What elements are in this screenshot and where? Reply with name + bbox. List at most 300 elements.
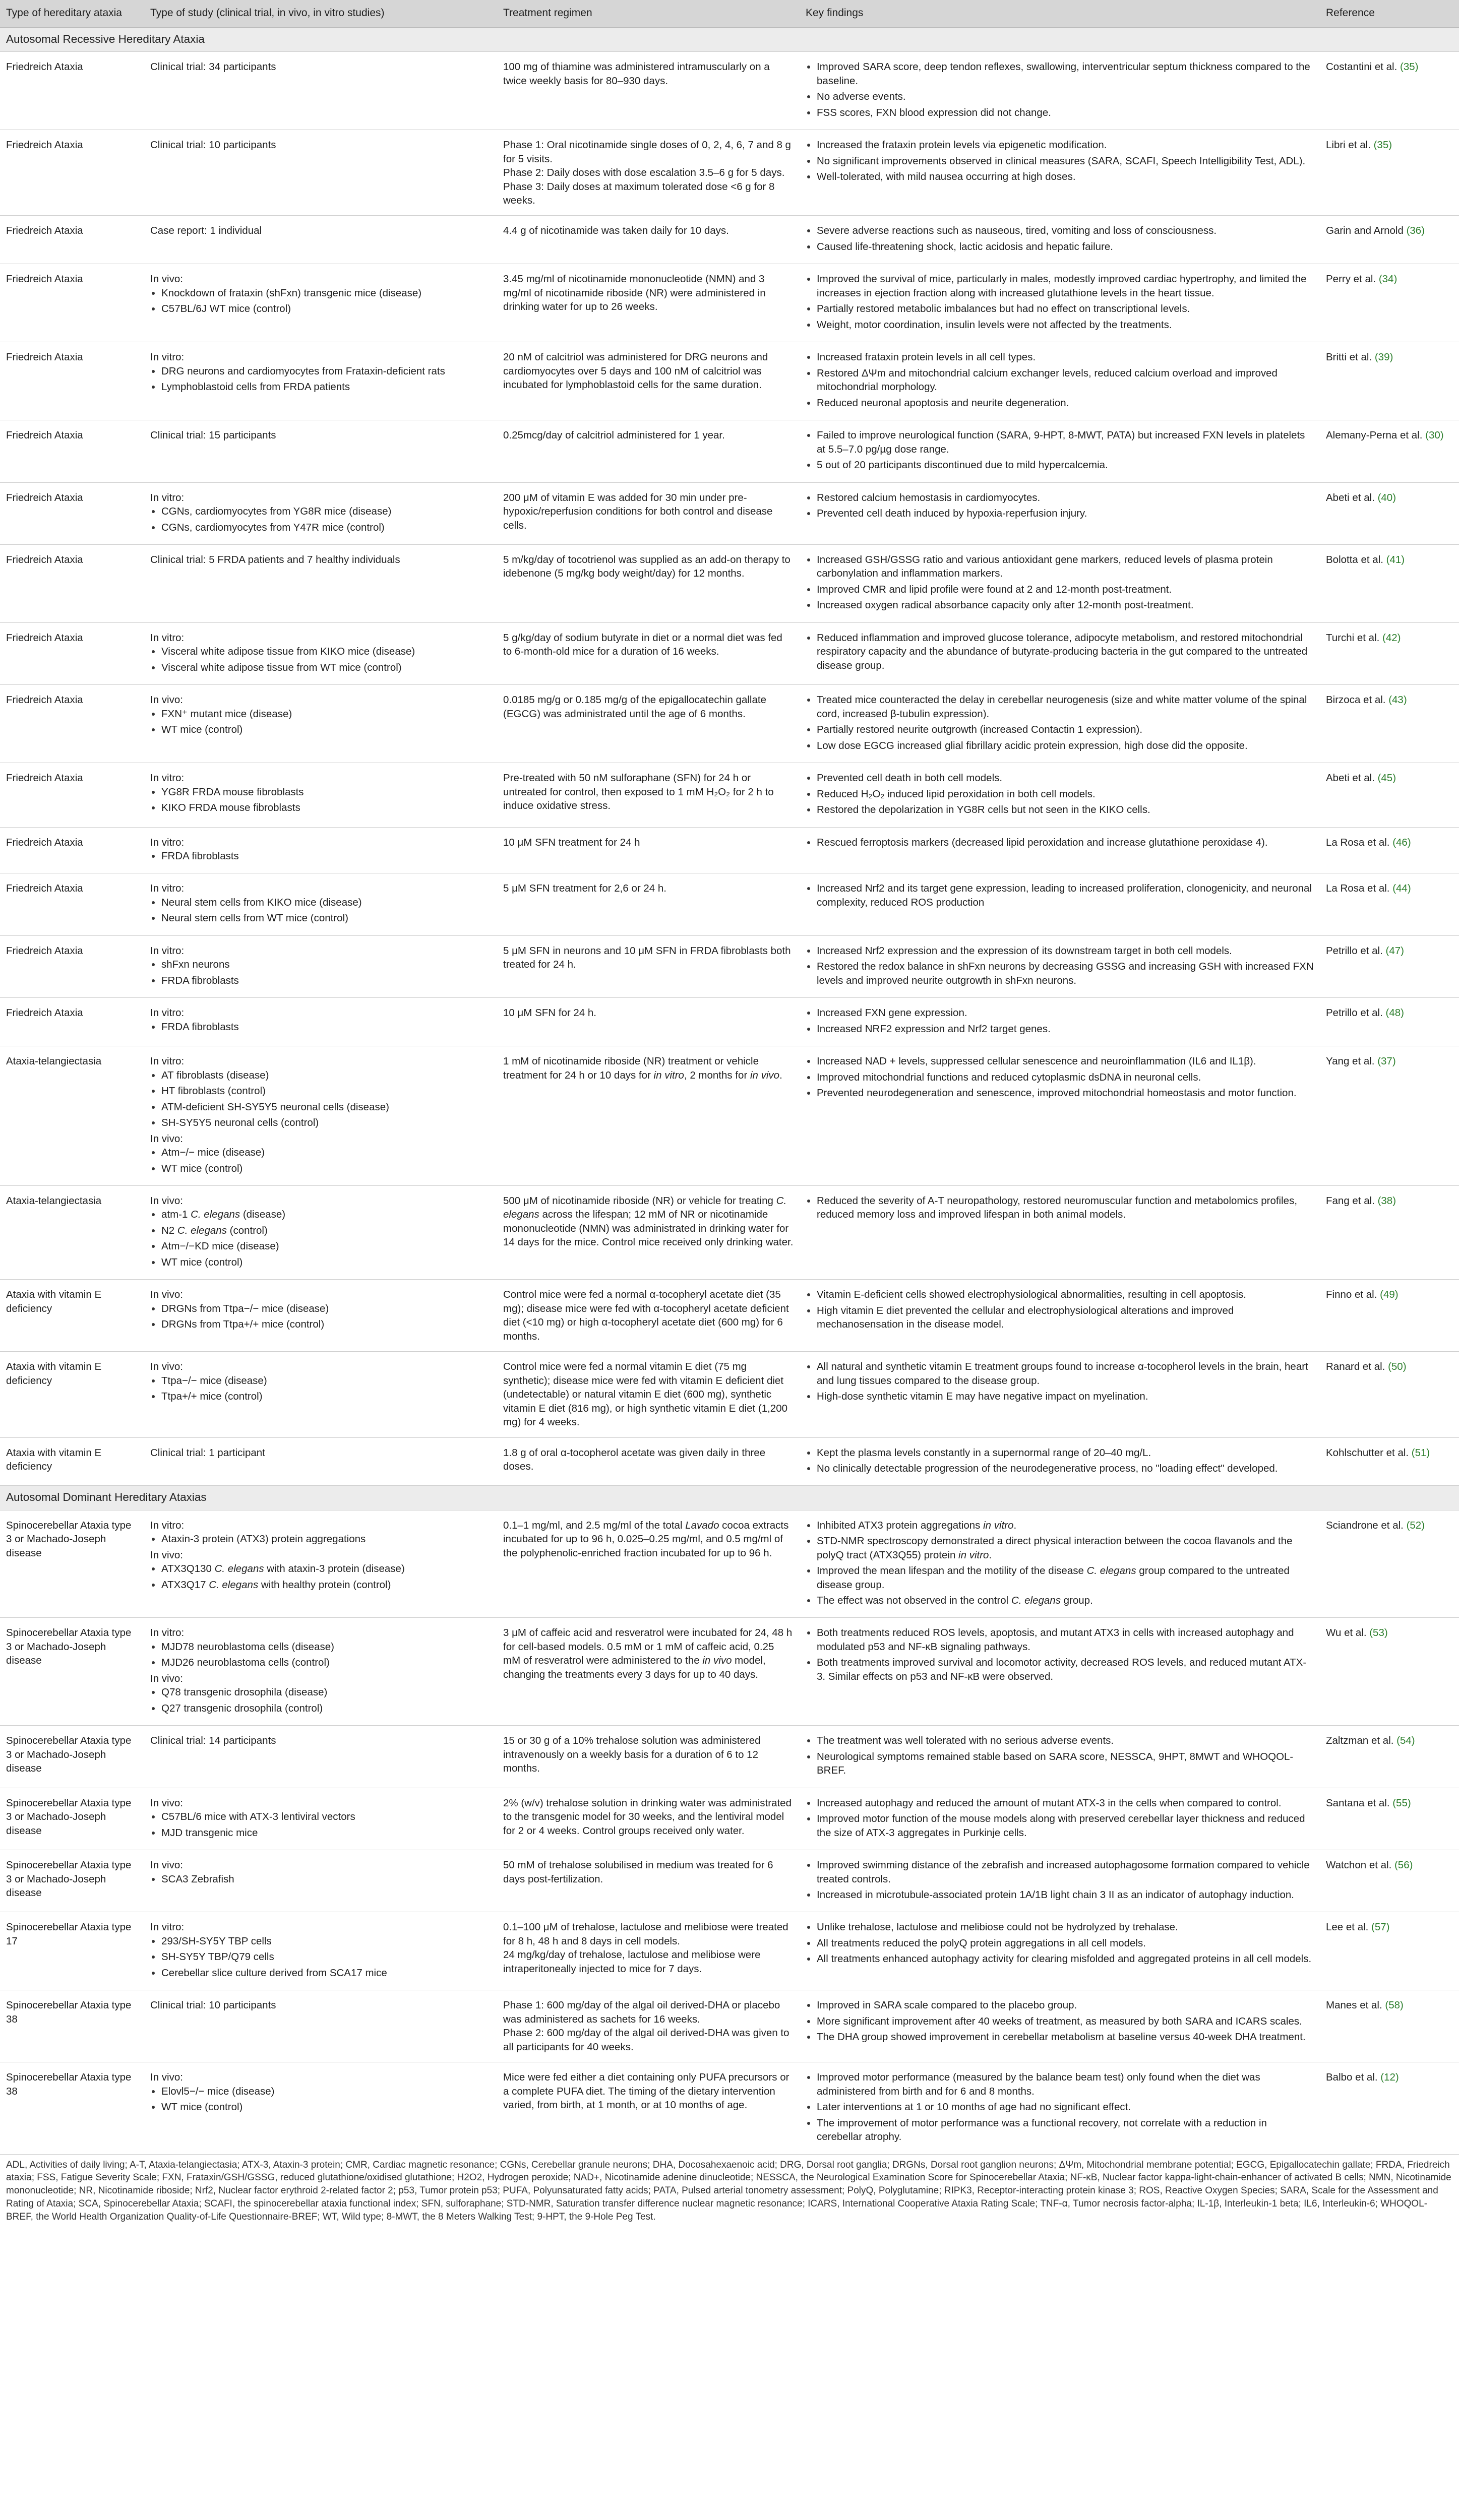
list-item: • Atm−/− mice (disease)	[161, 1146, 491, 1159]
study-intro: In vivo:	[150, 1672, 183, 1684]
findings-list	[806, 1519, 1314, 1608]
table-row	[0, 1850, 1459, 1912]
key-findings-cell	[800, 622, 1320, 684]
key-findings-cell	[800, 763, 1320, 827]
regimen-line: Phase 1: Oral nicotinamide single doses of 0, 2, 4, 6, 7 and 8 g for 5 visits.	[503, 139, 791, 165]
list-item: • Severe adverse reactions such as nauseous, tired, vomiting and loss of consciousness.	[817, 224, 1314, 237]
reference-link[interactable]: (42)	[1382, 632, 1401, 644]
list-item: • C57BL/6J WT mice (control)	[161, 302, 491, 316]
list-item: • Partially restored metabolic imbalances but had no effect on transcriptional levels.	[817, 302, 1314, 316]
study-type-cell	[144, 544, 497, 622]
list-item: • The treatment was well tolerated with no serious adverse events.	[817, 1734, 1314, 1747]
list-item: • CGNs, cardiomyocytes from Y47R mice (control)	[161, 521, 491, 534]
treatment-regimen-cell	[497, 482, 800, 544]
table-row	[0, 1788, 1459, 1850]
reference-authors: Sciandrone et al.	[1326, 1519, 1404, 1531]
treatment-regimen-cell	[497, 216, 800, 264]
list-item: • Both treatments improved survival and locomotor activity, decreased ROS levels, and reduced mutant ATX-3. Similar effects on p53 and NF-κB were observed.	[817, 1656, 1314, 1683]
treatment-regimen-cell	[497, 264, 800, 342]
findings-list	[806, 1998, 1314, 2044]
list-item: • WT mice (control)	[161, 1162, 491, 1175]
reference-cell	[1320, 52, 1459, 130]
findings-list	[806, 138, 1314, 183]
study-list	[150, 1532, 491, 1546]
study-list	[150, 958, 491, 987]
ataxia-type-cell: Friedreich Ataxia	[0, 420, 144, 482]
ataxia-type-cell: Friedreich Ataxia	[0, 935, 144, 997]
key-findings-cell	[800, 998, 1320, 1046]
list-item: • DRG neurons and cardiomyocytes from Frataxin-deficient rats	[161, 364, 491, 378]
reference-authors: Costantini et al.	[1326, 61, 1397, 73]
treatment-regimen-cell	[497, 544, 800, 622]
study-intro: In vitro:	[150, 351, 185, 363]
list-item: • All treatments reduced the polyQ protein aggregations in all cell models.	[817, 1936, 1314, 1950]
table-body	[0, 28, 1459, 2154]
findings-list	[806, 1626, 1314, 1683]
reference-link[interactable]: (48)	[1385, 1007, 1404, 1019]
treatment-regimen-cell	[497, 622, 800, 684]
reference-link[interactable]: (50)	[1388, 1361, 1407, 1373]
study-type-cell	[144, 2062, 497, 2154]
list-item: • FRDA fibroblasts	[161, 974, 491, 987]
study-list	[150, 2085, 491, 2114]
findings-list	[806, 1006, 1314, 1036]
study-type-cell	[144, 216, 497, 264]
reference-authors: Watchon et al.	[1326, 1859, 1392, 1871]
list-item: • Q78 transgenic drosophila (disease)	[161, 1685, 491, 1699]
findings-list	[806, 1360, 1314, 1403]
header-ataxia-type: Type of hereditary ataxia	[0, 0, 144, 28]
reference-link[interactable]: (30)	[1425, 429, 1444, 442]
findings-list	[806, 1920, 1314, 1966]
list-item: • Ataxin-3 protein (ATX3) protein aggregations	[161, 1532, 491, 1546]
treatment-regimen-cell	[497, 935, 800, 997]
list-item: • Prevented neurodegeneration and senescence, improved mitochondrial homeostasis and motor function.	[817, 1086, 1314, 1100]
list-item: • Increased NAD + levels, suppressed cellular senescence and neuroinflammation (IL6 and IL1β).	[817, 1054, 1314, 1068]
study-list	[150, 286, 491, 316]
study-type-cell	[144, 482, 497, 544]
key-findings-cell	[800, 1912, 1320, 1990]
list-item: • More significant improvement after 40 weeks of treatment, as measured by both SARA and ICARS scales.	[817, 2014, 1314, 2028]
list-item: • Increased GSH/GSSG ratio and various antioxidant gene markers, reduced levels of plasma protein carbonylation and inflammation markers.	[817, 553, 1314, 581]
key-findings-cell	[800, 482, 1320, 544]
study-intro: In vivo:	[150, 694, 183, 706]
study-intro: Clinical trial: 1 participant	[150, 1446, 265, 1459]
study-list	[150, 1562, 491, 1592]
reference-authors: Birzoca et al.	[1326, 694, 1386, 706]
regimen-line: 5 m/kg/day of tocotrienol was supplied as an add-on therapy to idebenone (5 mg/kg body weight/day) for 12 months.	[503, 553, 791, 580]
list-item: • FSS scores, FXN blood expression did not change.	[817, 106, 1314, 119]
regimen-line: 3 μM of caffeic acid and resveratrol were incubated for 24, 48 h for cell-based models. 0.5 mM or 1 mM of caffeic acid, 0.25 mM of resveratrol were administered to the in vivo model, changing the treatments every 3 days for up to 40 days.	[503, 1627, 793, 1680]
treatment-regimen-cell	[497, 1912, 800, 1990]
table-row	[0, 1510, 1459, 1618]
table-row	[0, 1990, 1459, 2062]
study-intro: In vitro:	[150, 1627, 185, 1639]
treatment-regimen-cell	[497, 1510, 800, 1618]
list-item: • ATM-deficient SH-SY5Y5 neuronal cells (disease)	[161, 1100, 491, 1114]
reference-authors: Wu et al.	[1326, 1627, 1367, 1639]
regimen-line: 200 μM of vitamin E was added for 30 min under pre-hypoxic/reperfusion conditions for both control and disease cells.	[503, 491, 773, 531]
study-list	[150, 1208, 491, 1269]
reference-link[interactable]: (36)	[1406, 225, 1425, 237]
table-row	[0, 2062, 1459, 2154]
table-row	[0, 1280, 1459, 1352]
reference-cell	[1320, 544, 1459, 622]
key-findings-cell	[800, 873, 1320, 935]
ataxia-type-cell: Ataxia-telangiectasia	[0, 1046, 144, 1186]
table-row	[0, 1046, 1459, 1186]
regimen-line: Phase 2: 600 mg/day of the algal oil derived-DHA was given to all participants for 40 weeks.	[503, 2027, 789, 2053]
regimen-line: Control mice were fed a normal α-tocopheryl acetate diet (35 mg); disease mice were fed with α-tocopheryl acetate deficient diet (<10 mg) or high α-tocopheryl acetate diet (600 mg) for 6 months.	[503, 1289, 789, 1342]
findings-list	[806, 693, 1314, 752]
list-item: • Prevented cell death in both cell models.	[817, 771, 1314, 785]
ataxia-type-cell: Friedreich Ataxia	[0, 482, 144, 544]
reference-link[interactable]: (39)	[1374, 351, 1393, 363]
reference-authors: La Rosa et al.	[1326, 836, 1390, 848]
findings-list	[806, 553, 1314, 612]
list-item: • Improved the mean lifespan and the motility of the disease C. elegans group compared to the untreated disease group.	[817, 1564, 1314, 1592]
table-row	[0, 1352, 1459, 1437]
study-type-cell	[144, 873, 497, 935]
findings-list	[806, 491, 1314, 521]
section-row	[0, 28, 1459, 52]
table-row	[0, 1185, 1459, 1279]
study-list	[150, 1020, 491, 1034]
key-findings-cell	[800, 1788, 1320, 1850]
list-item: • YG8R FRDA mouse fibroblasts	[161, 785, 491, 799]
study-intro: In vitro:	[150, 491, 185, 503]
study-type-cell	[144, 622, 497, 684]
reference-cell	[1320, 1990, 1459, 2062]
key-findings-cell	[800, 264, 1320, 342]
findings-list	[806, 1796, 1314, 1840]
list-item: • FXN⁺ mutant mice (disease)	[161, 707, 491, 721]
reference-cell	[1320, 1352, 1459, 1437]
reference-authors: Britti et al.	[1326, 351, 1372, 363]
list-item: • The improvement of motor performance was a functional recovery, not correlate with a reduction in cerebellar atrophy.	[817, 2116, 1314, 2144]
list-item: • Increased Nrf2 expression and the expression of its downstream target in both cell models.	[817, 944, 1314, 958]
study-intro: In vivo:	[150, 1289, 183, 1301]
list-item: • C57BL/6 mice with ATX-3 lentiviral vectors	[161, 1810, 491, 1823]
regimen-line: Phase 1: 600 mg/day of the algal oil derived-DHA or placebo was administered as sachets for 16 weeks.	[503, 1999, 780, 2025]
table-row	[0, 420, 1459, 482]
reference-cell	[1320, 482, 1459, 544]
list-item: • AT fibroblasts (disease)	[161, 1068, 491, 1082]
study-intro: In vitro:	[150, 1519, 185, 1531]
reference-authors: Zaltzman et al.	[1326, 1735, 1394, 1747]
study-intro: In vitro:	[150, 772, 185, 784]
regimen-line: 0.0185 mg/g or 0.185 mg/g of the epigallocatechin gallate (EGCG) was administrated until the age of 6 months.	[503, 694, 766, 720]
regimen-line: 2% (w/v) trehalose solution in drinking water was administrated to the transgenic model for 30 weeks, and the lentiviral model for 2 or 4 weeks. Control groups received only water.	[503, 1797, 792, 1837]
list-item: • Later interventions at 1 or 10 months of age had no significant effect.	[817, 2100, 1314, 2114]
reference-link[interactable]: (45)	[1377, 772, 1396, 784]
reference-link[interactable]: (56)	[1394, 1859, 1413, 1871]
list-item: • Vitamin E-deficient cells showed electrophysiological abnormalities, resulting in cell apoptosis.	[817, 1288, 1314, 1301]
study-list	[150, 1146, 491, 1175]
reference-link[interactable]: (47)	[1385, 944, 1404, 957]
ataxia-type-cell: Ataxia with vitamin E deficiency	[0, 1437, 144, 1486]
table-row	[0, 685, 1459, 763]
treatment-regimen-cell	[497, 2062, 800, 2154]
key-findings-cell	[800, 1185, 1320, 1279]
key-findings-cell	[800, 1280, 1320, 1352]
key-findings-cell	[800, 685, 1320, 763]
reference-link[interactable]: (34)	[1378, 273, 1397, 285]
study-type-cell	[144, 1990, 497, 2062]
study-intro: In vitro:	[150, 1007, 185, 1019]
reference-link[interactable]: (55)	[1392, 1797, 1411, 1809]
ataxia-type-cell: Friedreich Ataxia	[0, 763, 144, 827]
findings-list	[806, 224, 1314, 254]
list-item: • Unlike trehalose, lactulose and melibiose could not be hydrolyzed by trehalase.	[817, 1920, 1314, 1934]
study-intro: Clinical trial: 14 participants	[150, 1735, 276, 1747]
study-type-cell	[144, 420, 497, 482]
list-item: • Treated mice counteracted the delay in cerebellar neurogenesis (size and white matter volume of the spinal cord, increased β-tubulin expression).	[817, 693, 1314, 721]
list-item: • Reduced inflammation and improved glucose tolerance, adipocyte metabolism, and restored mitochondrial respiratory capacity and the abundance of butyrate-producing bacteria in the gut compared to the untreated disease group.	[817, 631, 1314, 672]
findings-list	[806, 272, 1314, 332]
list-item: • Reduced neuronal apoptosis and neurite degeneration.	[817, 396, 1314, 410]
ataxia-type-cell: Friedreich Ataxia	[0, 622, 144, 684]
regimen-line: 10 μM SFN for 24 h.	[503, 1007, 596, 1019]
reference-cell	[1320, 2062, 1459, 2154]
list-item: • The DHA group showed improvement in cerebellar metabolism at baseline versus 40-week DHA treatment.	[817, 2030, 1314, 2044]
findings-list	[806, 881, 1314, 909]
reference-link[interactable]: (35)	[1400, 61, 1419, 73]
study-type-cell	[144, 130, 497, 216]
key-findings-cell	[800, 827, 1320, 873]
list-item: • Increased FXN gene expression.	[817, 1006, 1314, 1020]
reference-authors: Fang et al.	[1326, 1194, 1375, 1207]
list-item: • High-dose synthetic vitamin E may have negative impact on myelination.	[817, 1390, 1314, 1403]
table-header-row	[0, 0, 1459, 28]
regimen-line: Phase 3: Daily doses at maximum tolerated dose <6 g for 8 weeks.	[503, 180, 775, 207]
regimen-line: 24 mg/kg/day of trehalose, lactulose and melibiose were intraperitoneally injected to mice for 7 days.	[503, 1949, 761, 1975]
study-intro: Case report: 1 individual	[150, 225, 262, 237]
reference-link[interactable]: (40)	[1377, 491, 1396, 503]
regimen-line: 1 mM of nicotinamide riboside (NR) treatment or vehicle treatment for 24 h or 10 days for in vitro, 2 months for in vivo.	[503, 1055, 782, 1081]
reference-authors: Lee et al.	[1326, 1921, 1369, 1933]
findings-list	[806, 836, 1314, 849]
list-item: • Increased in microtubule-associated protein 1A/1B light chain 3 II as an indicator of autophagy induction.	[817, 1888, 1314, 1902]
list-item: • Ttpa+/+ mice (control)	[161, 1390, 491, 1403]
ataxia-type-cell: Spinocerebellar Ataxia type 38	[0, 1990, 144, 2062]
study-type-cell	[144, 342, 497, 420]
study-type-cell	[144, 1912, 497, 1990]
study-type-cell	[144, 998, 497, 1046]
list-item: • SH-SY5Y5 neuronal cells (control)	[161, 1116, 491, 1129]
reference-authors: Alemany-Perna et al.	[1326, 429, 1423, 442]
list-item: • Improved motor performance (measured by the balance beam test) only found when the diet was administered from birth and for 6 and 8 months.	[817, 2070, 1314, 2098]
list-item: • Improved motor function of the mouse models along with preserved cerebellar layer thickness and reduced the size of ATX-3 aggregates in Purkinje cells.	[817, 1812, 1314, 1840]
list-item: • Q27 transgenic drosophila (control)	[161, 1702, 491, 1715]
reference-link[interactable]: (57)	[1371, 1921, 1390, 1933]
key-findings-cell	[800, 2062, 1320, 2154]
key-findings-cell	[800, 1850, 1320, 1912]
list-item: • Visceral white adipose tissue from KIKO mice (disease)	[161, 645, 491, 658]
ataxia-type-cell: Spinocerebellar Ataxia type 3 or Machado-Joseph disease	[0, 1788, 144, 1850]
regimen-line: Phase 2: Daily doses with dose escalation 3.5–6 g for 5 days.	[503, 167, 785, 179]
study-type-cell	[144, 1280, 497, 1352]
reference-link[interactable]: (38)	[1377, 1194, 1396, 1207]
list-item: • Lymphoblastoid cells from FRDA patients	[161, 380, 491, 394]
reference-authors: Perry et al.	[1326, 273, 1376, 285]
reference-link[interactable]: (58)	[1385, 1999, 1404, 2011]
regimen-line: 5 g/kg/day of sodium butyrate in diet or a normal diet was fed to 6-month-old mice for a duration of 16 weeks.	[503, 632, 782, 658]
section-title: Autosomal Recessive Hereditary Ataxia	[0, 28, 1459, 52]
ataxia-type-cell: Ataxia with vitamin E deficiency	[0, 1352, 144, 1437]
reference-link[interactable]: (44)	[1392, 883, 1411, 895]
treatment-regimen-cell	[497, 1850, 800, 1912]
regimen-line: Mice were fed either a diet containing only PUFA precursors or a complete PUFA diet. The timing of the dietary intervention varied, from birth, at 1 month, or at 10 months of age.	[503, 2071, 789, 2111]
reference-link[interactable]: (12)	[1380, 2071, 1399, 2084]
findings-list	[806, 2070, 1314, 2144]
study-list	[150, 707, 491, 737]
study-intro: In vivo:	[150, 1797, 183, 1809]
reference-link[interactable]: (49)	[1380, 1289, 1399, 1301]
list-item: • Reduced the severity of A-T neuropathology, restored neuromuscular function and metabolomics profiles, reduced memory loss and improved lifespan in both animal models.	[817, 1194, 1314, 1222]
ataxia-type-cell: Friedreich Ataxia	[0, 873, 144, 935]
treatment-regimen-cell	[497, 827, 800, 873]
header-treatment-regimen: Treatment regimen	[497, 0, 800, 28]
reference-link[interactable]: (52)	[1406, 1519, 1425, 1531]
list-item: • The effect was not observed in the control C. elegans group.	[817, 1594, 1314, 1607]
reference-authors: Abeti et al.	[1326, 491, 1375, 503]
table-row	[0, 873, 1459, 935]
ataxia-type-cell: Ataxia with vitamin E deficiency	[0, 1280, 144, 1352]
reference-link[interactable]: (37)	[1377, 1055, 1396, 1067]
study-type-cell	[144, 1185, 497, 1279]
reference-authors: Libri et al.	[1326, 139, 1371, 151]
reference-authors: Santana et al.	[1326, 1797, 1390, 1809]
list-item: • shFxn neurons	[161, 958, 491, 971]
study-type-cell	[144, 827, 497, 873]
reference-link[interactable]: (35)	[1373, 139, 1392, 151]
study-intro: In vivo:	[150, 2071, 183, 2084]
table-row	[0, 1437, 1459, 1486]
reference-link[interactable]: (46)	[1392, 836, 1411, 848]
table-row	[0, 622, 1459, 684]
key-findings-cell	[800, 52, 1320, 130]
study-intro: Clinical trial: 10 participants	[150, 1999, 276, 2011]
study-type-cell	[144, 1046, 497, 1186]
ataxia-type-cell: Friedreich Ataxia	[0, 216, 144, 264]
table-row	[0, 935, 1459, 997]
reference-cell	[1320, 1437, 1459, 1486]
table-row	[0, 1912, 1459, 1990]
study-list	[150, 1810, 491, 1840]
table-row	[0, 216, 1459, 264]
reference-link[interactable]: (41)	[1386, 553, 1405, 565]
regimen-line: 50 mM of trehalose solubilised in medium was treated for 6 days post-fertilization.	[503, 1859, 773, 1885]
key-findings-cell	[800, 1437, 1320, 1486]
list-item: • Elovl5−/− mice (disease)	[161, 2085, 491, 2098]
list-item: • WT mice (control)	[161, 2100, 491, 2114]
study-type-cell	[144, 52, 497, 130]
regimen-line: 15 or 30 g of a 10% trehalose solution was administered intravenously on a weekly basis for a duration of 6 to 12 months.	[503, 1735, 761, 1775]
list-item: • Improved CMR and lipid profile were found at 2 and 12-month post-treatment.	[817, 583, 1314, 596]
list-item: • SH-SY5Y TBP/Q79 cells	[161, 1950, 491, 1964]
key-findings-cell	[800, 420, 1320, 482]
study-intro: Clinical trial: 5 FRDA patients and 7 healthy individuals	[150, 553, 400, 565]
study-list	[150, 364, 491, 394]
treatment-regimen-cell	[497, 873, 800, 935]
reference-cell	[1320, 1618, 1459, 1726]
study-list	[150, 1302, 491, 1332]
reference-cell	[1320, 216, 1459, 264]
list-item: • ATX3Q130 C. elegans with ataxin-3 protein (disease)	[161, 1562, 491, 1576]
table-row	[0, 1726, 1459, 1788]
key-findings-cell	[800, 216, 1320, 264]
study-intro: In vitro:	[150, 1921, 185, 1933]
reference-authors: Yang et al.	[1326, 1055, 1375, 1067]
regimen-line: 5 μM SFN in neurons and 10 μM SFN in FRDA fibroblasts both treated for 24 h.	[503, 944, 791, 971]
list-item: • atm-1 C. elegans (disease)	[161, 1208, 491, 1221]
list-item: • DRGNs from Ttpa−/− mice (disease)	[161, 1302, 491, 1315]
list-item: • Restored ΔΨm and mitochondrial calcium exchanger levels, reduced calcium overload and improved mitochondrial morphology.	[817, 366, 1314, 394]
list-item: • 5 out of 20 participants discontinued due to mild hypercalcemia.	[817, 458, 1314, 472]
list-item: • Both treatments reduced ROS levels, apoptosis, and mutant ATX3 in cells with increased autophagy and modulated p53 and NF-κB signaling pathways.	[817, 1626, 1314, 1654]
findings-list	[806, 1054, 1314, 1100]
regimen-line: 0.1–100 μM of trehalose, lactulose and melibiose were treated for 8 h, 48 h and 8 days in cell models.	[503, 1921, 788, 1947]
reference-link[interactable]: (53)	[1369, 1627, 1388, 1639]
table-row	[0, 1618, 1459, 1726]
table-row	[0, 264, 1459, 342]
list-item: • Improved in SARA scale compared to the placebo group.	[817, 1998, 1314, 2012]
reference-cell	[1320, 342, 1459, 420]
study-list	[150, 1374, 491, 1404]
reference-cell	[1320, 1046, 1459, 1186]
list-item: • Restored the redox balance in shFxn neurons by decreasing GSSG and increasing GSH with increased FXN levels and improved neurite outgrowth in shFxn neurons.	[817, 960, 1314, 987]
findings-list	[806, 1194, 1314, 1222]
reference-cell	[1320, 1726, 1459, 1788]
list-item: • Improved mitochondrial functions and reduced cytoplasmic dsDNA in neuronal cells.	[817, 1070, 1314, 1084]
study-type-cell	[144, 1850, 497, 1912]
reference-link[interactable]: (43)	[1388, 694, 1407, 706]
study-list	[150, 896, 491, 925]
reference-cell	[1320, 264, 1459, 342]
table-row	[0, 763, 1459, 827]
list-item: • Prevented cell death induced by hypoxia-reperfusion injury.	[817, 507, 1314, 520]
list-item: • Low dose EGCG increased glial fibrillary acidic protein expression, high dose did the opposite.	[817, 739, 1314, 752]
table-row	[0, 342, 1459, 420]
list-item: • All natural and synthetic vitamin E treatment groups found to increase α-tocopherol levels in the brain, heart and lung tissues compared to the disease group.	[817, 1360, 1314, 1388]
study-intro: Clinical trial: 34 participants	[150, 61, 276, 73]
list-item: • WT mice (control)	[161, 1255, 491, 1269]
ataxia-type-cell: Spinocerebellar Ataxia type 3 or Machado-Joseph disease	[0, 1510, 144, 1618]
reference-cell	[1320, 130, 1459, 216]
ataxia-type-cell: Friedreich Ataxia	[0, 827, 144, 873]
study-list	[150, 1872, 491, 1886]
key-findings-cell	[800, 1990, 1320, 2062]
study-type-cell	[144, 1726, 497, 1788]
study-intro: In vivo:	[150, 1132, 183, 1145]
list-item: • Rescued ferroptosis markers (decreased lipid peroxidation and increase glutathione peroxidase 4).	[817, 836, 1314, 849]
reference-link[interactable]: (54)	[1396, 1735, 1415, 1747]
key-findings-cell	[800, 342, 1320, 420]
findings-list	[806, 1288, 1314, 1331]
header-key-findings: Key findings	[800, 0, 1320, 28]
list-item: • No significant improvements observed in clinical measures (SARA, SCAFI, Speech Intelligibility Test, ADL).	[817, 154, 1314, 168]
list-item: • Improved SARA score, deep tendon reflexes, swallowing, interventricular septum thickness compared to the baseline.	[817, 60, 1314, 88]
list-item: • 293/SH-SY5Y TBP cells	[161, 1934, 491, 1948]
reference-cell	[1320, 1280, 1459, 1352]
reference-link[interactable]: (51)	[1411, 1446, 1430, 1459]
list-item: • MJD transgenic mice	[161, 1826, 491, 1840]
list-item: • No adverse events.	[817, 90, 1314, 103]
ataxia-type-cell: Friedreich Ataxia	[0, 52, 144, 130]
study-intro: In vitro:	[150, 632, 185, 644]
reference-authors: Petrillo et al.	[1326, 1007, 1383, 1019]
